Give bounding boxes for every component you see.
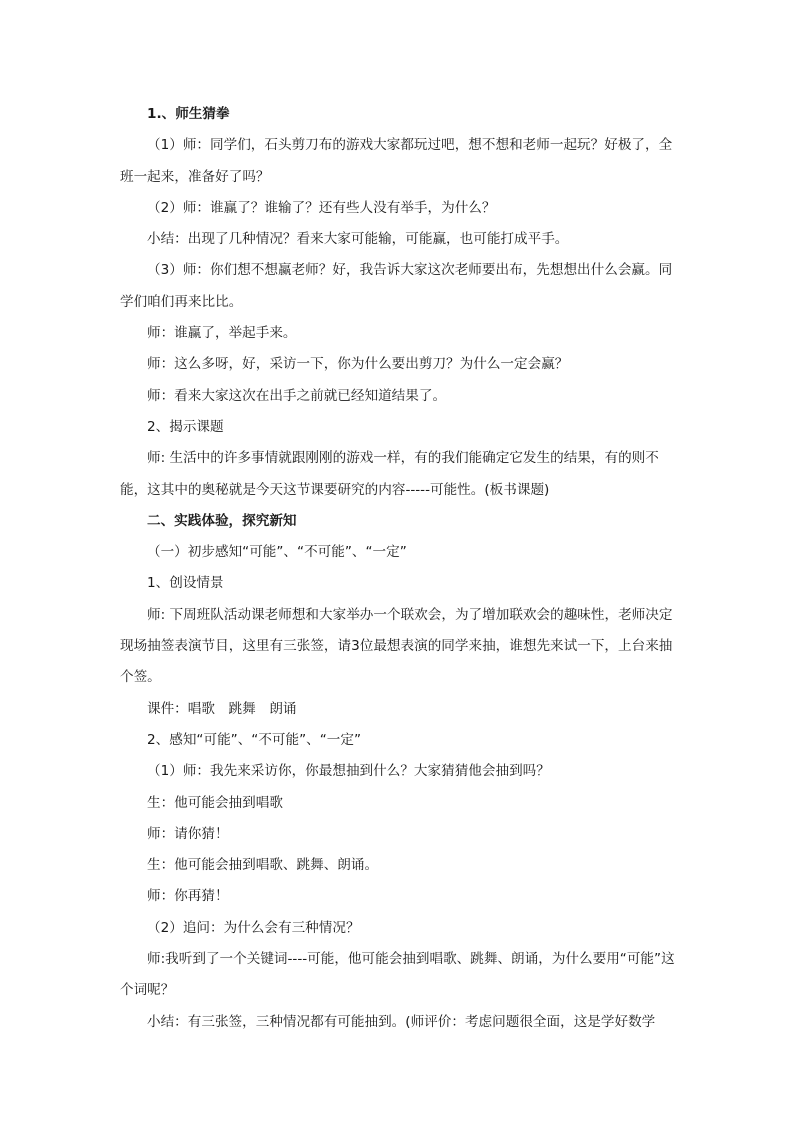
paragraph: （3）师：你们想不想赢老师？好，我告诉大家这次老师要出布，先想想出什么会赢。同学们咱们再来比比。 [120, 262, 673, 310]
paragraph: 师：这么多呀，好，采访一下，你为什么要出剪刀？为什么一定会赢？ [147, 356, 569, 373]
paragraph: 师: 下周班队活动课老师想和大家举办一个联欢会，为了增加联欢会的趣味性，老师决定现场抽签表演节目，这里有三张签，请3位最想表演的同学来抽，谁想先来试一下，上台来抽个签。 [120, 606, 673, 686]
paragraph: 生：他可能会抽到唱歌 [147, 794, 283, 811]
paragraph: 课件：唱歌 跳舞 朗诵 [147, 700, 297, 717]
paragraph: 师：请你猜！ [147, 825, 229, 842]
paragraph: 师:我听到了一个关键词----可能，他可能会抽到唱歌、跳舞、朗诵，为什么要用“可能”这个词呢？ [120, 951, 675, 999]
paragraph-subheading: （一）初步感知“可能”、“不可能”、“一定” [147, 544, 407, 561]
paragraph: （1）师：同学们，石头剪刀布的游戏大家都玩过吧，想不想和老师一起玩？好极了，全班一起来，准备好了吗？ [120, 137, 673, 185]
paragraph: 师: 生活中的许多事情就跟刚刚的游戏一样，有的我们能确定它发生的结果，有的则不能，这其中的奥秘就是今天这节课要研究的内容-----可能性。(板书课题) [120, 450, 659, 498]
document-body [120, 99, 676, 1038]
paragraph-subheading: 2、揭示课题 [147, 418, 224, 435]
paragraph: （1）师：我先来采访你，你最想抽到什么？大家猜猜他会抽到吗？ [147, 763, 550, 780]
paragraph-subheading: 1、创设情景 [147, 575, 224, 592]
paragraph: （2）师：谁赢了？谁输了？还有些人没有举手，为什么？ [147, 199, 496, 216]
paragraph: 小结：出现了几种情况？看来大家可能输，可能赢，也可能打成平手。 [147, 231, 569, 248]
paragraph: 生：他可能会抽到唱歌、跳舞、朗诵。 [147, 857, 379, 874]
paragraph: 师：看来大家这次在出手之前就已经知道结果了。 [147, 387, 447, 404]
paragraph: 师：谁赢了，举起手来。 [147, 325, 297, 342]
paragraph: （2）追问：为什么会有三种情况？ [147, 919, 360, 936]
paragraph-subheading: 2、感知“可能”、“不可能”、“一定” [147, 731, 362, 748]
paragraph: 师：你再猜！ [147, 888, 229, 905]
paragraph: 小结：有三张签，三种情况都有可能抽到。(师评价：考虑问题很全面，这是学好数学 [147, 1013, 656, 1030]
paragraph-section-heading-2: 二、实践体验，探究新知 [147, 512, 297, 529]
paragraph-section-heading-1: 1.、师生猜拳 [147, 106, 230, 122]
